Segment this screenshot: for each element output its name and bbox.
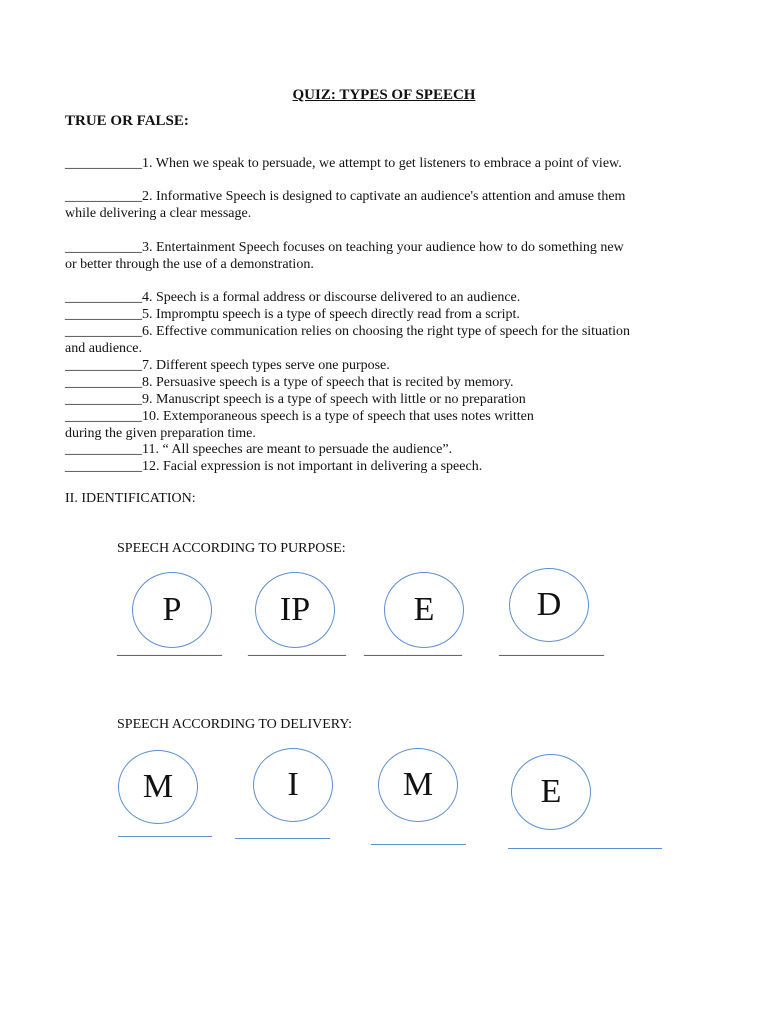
delivery-circle-2: I	[253, 748, 333, 822]
delivery-label: SPEECH ACCORDING TO DELIVERY:	[117, 717, 353, 732]
tf-item-8: ___________8. Persuasive speech is a type of speech that is recited by memory.	[65, 375, 514, 390]
purpose-circle-1: P	[132, 572, 212, 648]
purpose-circle-4: D	[509, 568, 589, 642]
purpose-label: SPEECH ACCORDING TO PURPOSE:	[117, 541, 346, 556]
tf-item-4: ___________4. Speech is a formal address or discourse delivered to an audience.	[65, 290, 521, 305]
delivery-answer-line-1[interactable]	[118, 836, 212, 837]
delivery-circle-3: M	[378, 748, 458, 822]
tf-item-2: ___________2. Informative Speech is designed to captivate an audience's attention and amuse them while delivering a clear message.	[65, 189, 626, 221]
purpose-blank-4[interactable]: _______________	[499, 643, 604, 658]
purpose-blank-2[interactable]: ______________	[248, 643, 346, 658]
purpose-circle-2: IP	[255, 572, 335, 648]
tf-item-10: ___________10. Extemporaneous speech is a type of speech that uses notes written during the given preparation time.	[65, 409, 534, 441]
delivery-answer-line-2[interactable]	[235, 838, 330, 839]
purpose-blank-3[interactable]: ______________	[364, 643, 462, 658]
tf-item-3: ___________3. Entertainment Speech focuses on teaching your audience how to do something new or better through the use of a demonstration.	[65, 240, 624, 272]
tf-item-7: ___________7. Different speech types serve one purpose.	[65, 358, 390, 373]
purpose-circle-3: E	[384, 572, 464, 648]
tf-item-5: ___________5. Impromptu speech is a type of speech directly read from a script.	[65, 307, 520, 322]
delivery-circle-1: M	[118, 750, 198, 824]
tf-item-1: ___________1. When we speak to persuade, we attempt to get listeners to embrace a point of view.	[65, 156, 622, 171]
tf-item-6: ___________6. Effective communication relies on choosing the right type of speech for the situation and audience.	[65, 324, 631, 356]
tf-item-9: ___________9. Manuscript speech is a type of speech with little or no preparation	[65, 392, 526, 407]
tf-item-11: ___________11. “ All speeches are meant to persuade the audience”.	[65, 442, 453, 457]
true-false-heading: TRUE OR FALSE:	[65, 113, 189, 129]
delivery-answer-line-3[interactable]	[371, 844, 466, 845]
tf-item-12: ___________12. Facial expression is not important in delivering a speech.	[65, 459, 483, 474]
quiz-title: QUIZ: TYPES OF SPEECH	[292, 87, 476, 103]
purpose-blank-1[interactable]: _______________	[117, 643, 222, 658]
delivery-circle-4: E	[511, 754, 591, 830]
identification-heading: II. IDENTIFICATION:	[65, 491, 196, 506]
delivery-answer-line-4[interactable]	[508, 848, 662, 849]
